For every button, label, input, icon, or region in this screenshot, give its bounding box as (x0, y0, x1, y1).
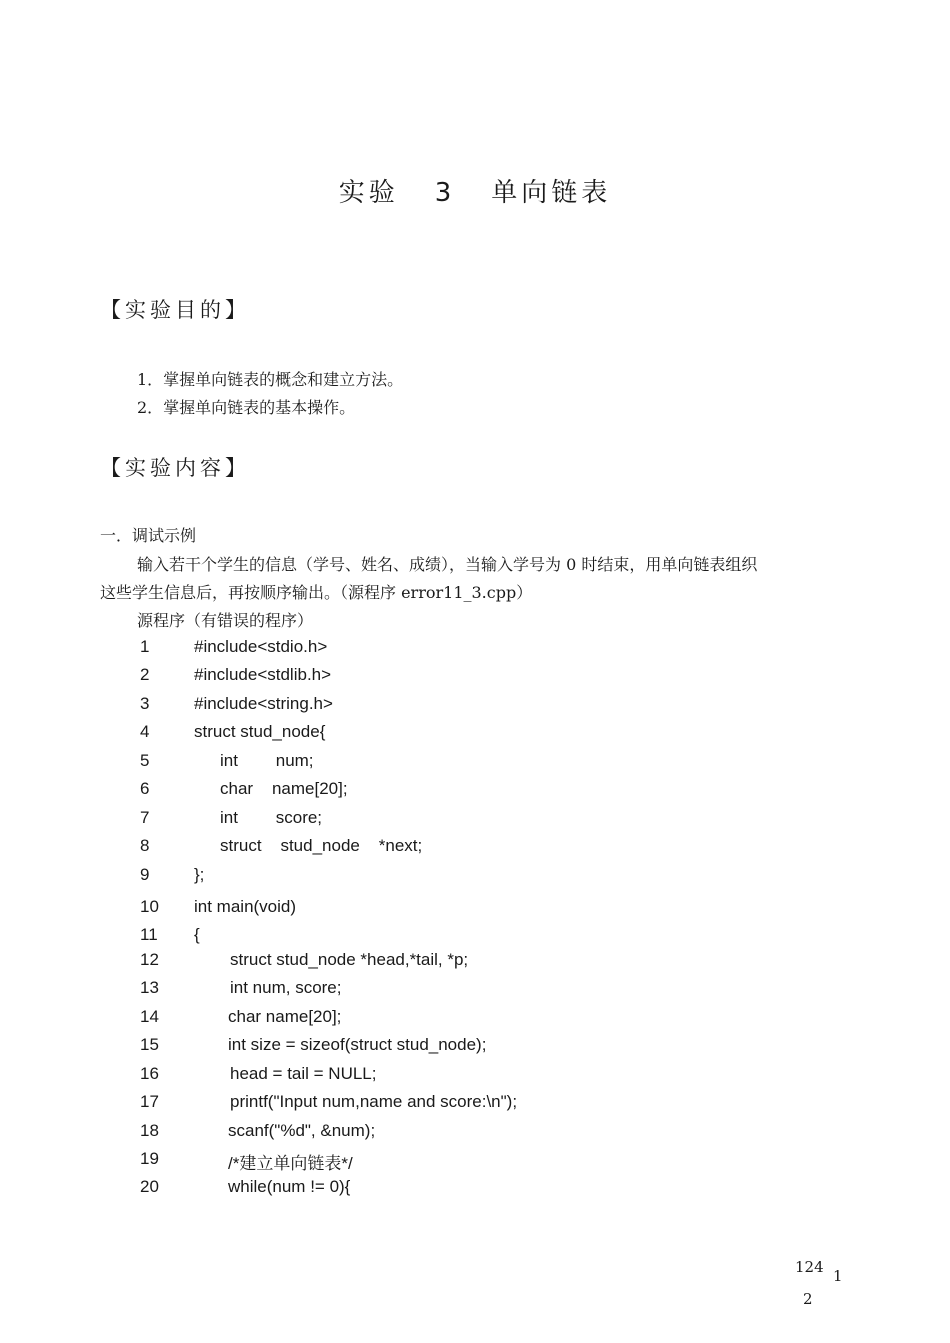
line-number: 1 (140, 637, 150, 656)
code-text: struct stud_node *next; (220, 836, 423, 855)
code-text: #include<stdio.h> (194, 637, 328, 656)
line-number: 6 (140, 779, 150, 798)
title-part-2: 3 (434, 178, 456, 208)
page-number-side: 1 (833, 1267, 843, 1285)
debug-desc-line-2: 这些学生信息后，再按顺序输出。（源程序 error11_3.cpp） (100, 583, 533, 602)
title-part-3: 单向链表 (491, 178, 612, 208)
line-number: 13 (140, 978, 159, 997)
code-text: scanf("%d", &num); (228, 1121, 376, 1140)
purpose-item-2: 2．掌握单向链表的基本操作。 (137, 398, 356, 417)
page-number-sub: 2 (803, 1290, 813, 1308)
line-number: 14 (140, 1007, 159, 1026)
line-number: 16 (140, 1064, 159, 1083)
code-text: }; (194, 865, 205, 884)
code-text: #include<stdlib.h> (194, 665, 332, 684)
content-heading: 【实验内容】 (100, 456, 250, 480)
line-number: 20 (140, 1177, 159, 1196)
line-number: 7 (140, 808, 150, 827)
code-text: /*建立单向链表*/ (228, 1154, 353, 1173)
code-text: printf("Input num,name and score:\n"); (230, 1092, 518, 1111)
line-number: 15 (140, 1035, 159, 1054)
line-number: 11 (140, 925, 158, 944)
line-number: 5 (140, 751, 150, 770)
code-text: struct stud_node *head,*tail, *p; (230, 950, 469, 969)
source-label: 源程序（有错误的程序） (137, 611, 314, 630)
code-text: #include<string.h> (194, 694, 333, 713)
purpose-heading: 【实验目的】 (100, 298, 250, 322)
code-text: int num; (220, 751, 314, 770)
line-number: 2 (140, 665, 150, 684)
title-part-1: 实验 (338, 178, 399, 208)
debug-desc-line-1: 输入若干个学生的信息（学号、姓名、成绩），当输入学号为 0 时结束，用单向链表组织 (137, 555, 758, 574)
code-text: struct stud_node{ (194, 722, 326, 741)
line-number: 19 (140, 1149, 159, 1168)
line-number: 12 (140, 950, 159, 969)
code-text: { (194, 925, 200, 944)
code-text: while(num != 0){ (228, 1177, 351, 1196)
line-number: 3 (140, 694, 150, 713)
code-text: int score; (220, 808, 323, 827)
line-number: 10 (140, 897, 159, 916)
line-number: 4 (140, 722, 150, 741)
code-text: char name[20]; (220, 779, 348, 798)
line-number: 8 (140, 836, 150, 855)
code-text: int size = sizeof(struct stud_node); (228, 1035, 487, 1054)
purpose-item-1: 1．掌握单向链表的概念和建立方法。 (137, 370, 404, 389)
code-text: int main(void) (194, 897, 297, 916)
line-number: 17 (140, 1092, 159, 1111)
code-text: char name[20]; (228, 1007, 342, 1026)
page-number-main: 124 (795, 1258, 824, 1276)
line-number: 18 (140, 1121, 159, 1140)
line-number: 9 (140, 865, 150, 884)
page-title (0, 172, 950, 209)
code-text: int num, score; (230, 978, 342, 997)
code-text: head = tail = NULL; (230, 1064, 377, 1083)
debug-subheading: 一．调试示例 (100, 526, 197, 545)
